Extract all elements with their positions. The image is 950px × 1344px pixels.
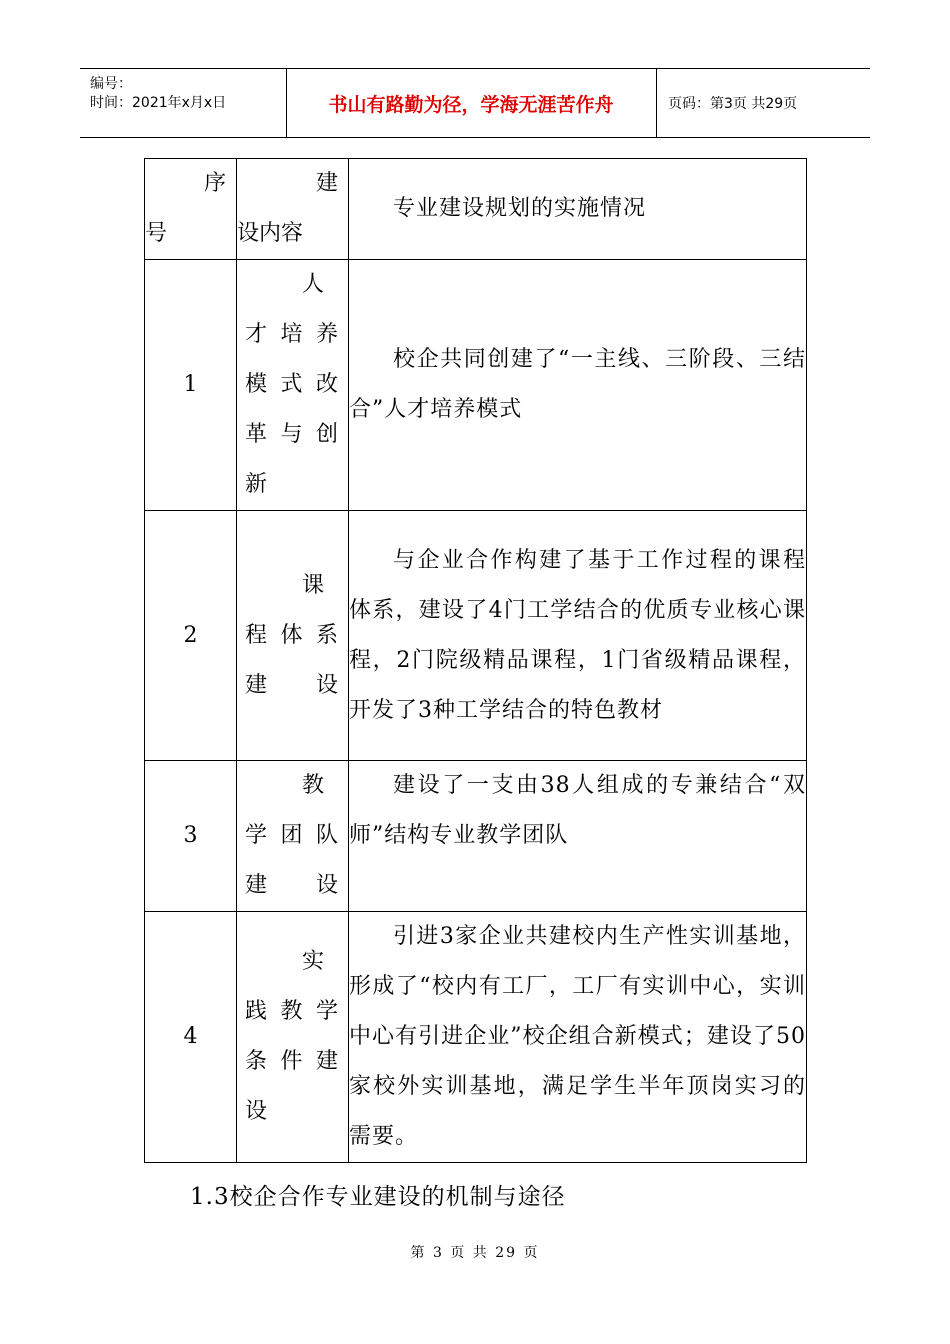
row-item-rest: 践教学条件建设 xyxy=(245,999,340,1124)
header-item-cell xyxy=(237,159,349,260)
header-meta xyxy=(90,75,226,113)
page-header xyxy=(80,68,870,138)
table-row xyxy=(145,260,807,511)
row-item-first: 实 xyxy=(301,949,326,974)
row-item-first: 课 xyxy=(301,572,326,598)
row-item-cell xyxy=(237,511,349,761)
header-num-cell xyxy=(145,159,237,260)
row-number: 3 xyxy=(145,761,237,912)
row-item-cell xyxy=(237,260,349,511)
row-item-rest: 学团队建设 xyxy=(245,823,340,898)
header-divider xyxy=(656,69,657,137)
row-item-rest: 程体系建设 xyxy=(245,622,340,698)
header-num-top: 序 xyxy=(203,171,226,196)
row-status: 建设了一支由38人组成的专兼结合“双师”结构专业教学团队 xyxy=(349,761,807,912)
table-row xyxy=(145,511,807,761)
table-row xyxy=(145,761,807,912)
header-motto: 书山有路勤为径，学海无涯苦作舟 xyxy=(328,93,614,116)
table-row xyxy=(145,912,807,1163)
row-item-rest: 才培养模式改革与创新 xyxy=(245,322,340,497)
row-item-cell xyxy=(237,761,349,912)
row-status: 引进3家企业共建校内生产性实训基地，形成了“校内有工厂，工厂有实训中心，实训中心有引进企业”校企组合新模式；建设了50家校外实训基地，满足学生半年顶岗实习的需要。 xyxy=(349,912,807,1163)
row-item-cell xyxy=(237,912,349,1163)
time-label: 时间：2021年x月x日 xyxy=(90,95,227,111)
row-item-first: 教 xyxy=(301,773,326,798)
code-label: 编号： xyxy=(90,76,132,92)
page-footer: 第 3 页 共 29 页 xyxy=(410,1245,540,1261)
plan-table xyxy=(144,158,807,1163)
row-status: 与企业合作构建了基于工作过程的课程体系，建设了4门工学结合的优质专业核心课程，2门院级精品课程，1门省级精品课程，开发了3种工学结合的特色教材 xyxy=(349,511,807,761)
header-status-cell: 专业建设规划的实施情况 xyxy=(349,159,807,260)
header-item-top: 建 xyxy=(315,171,338,196)
section-title: 1.3校企合作专业建设的机制与途径 xyxy=(190,1184,566,1210)
row-number: 4 xyxy=(145,912,237,1163)
header-num-bottom: 号 xyxy=(145,221,168,246)
row-number: 1 xyxy=(145,260,237,511)
row-status: 校企共同创建了“一主线、三阶段、三结合”人才培养模式 xyxy=(349,260,807,511)
header-item-bottom: 设内容 xyxy=(237,221,304,246)
row-number: 2 xyxy=(145,511,237,761)
row-item-first: 人 xyxy=(301,272,326,297)
table-header-row xyxy=(145,159,807,260)
header-page-info: 页码：第3页 共29页 xyxy=(668,96,798,112)
